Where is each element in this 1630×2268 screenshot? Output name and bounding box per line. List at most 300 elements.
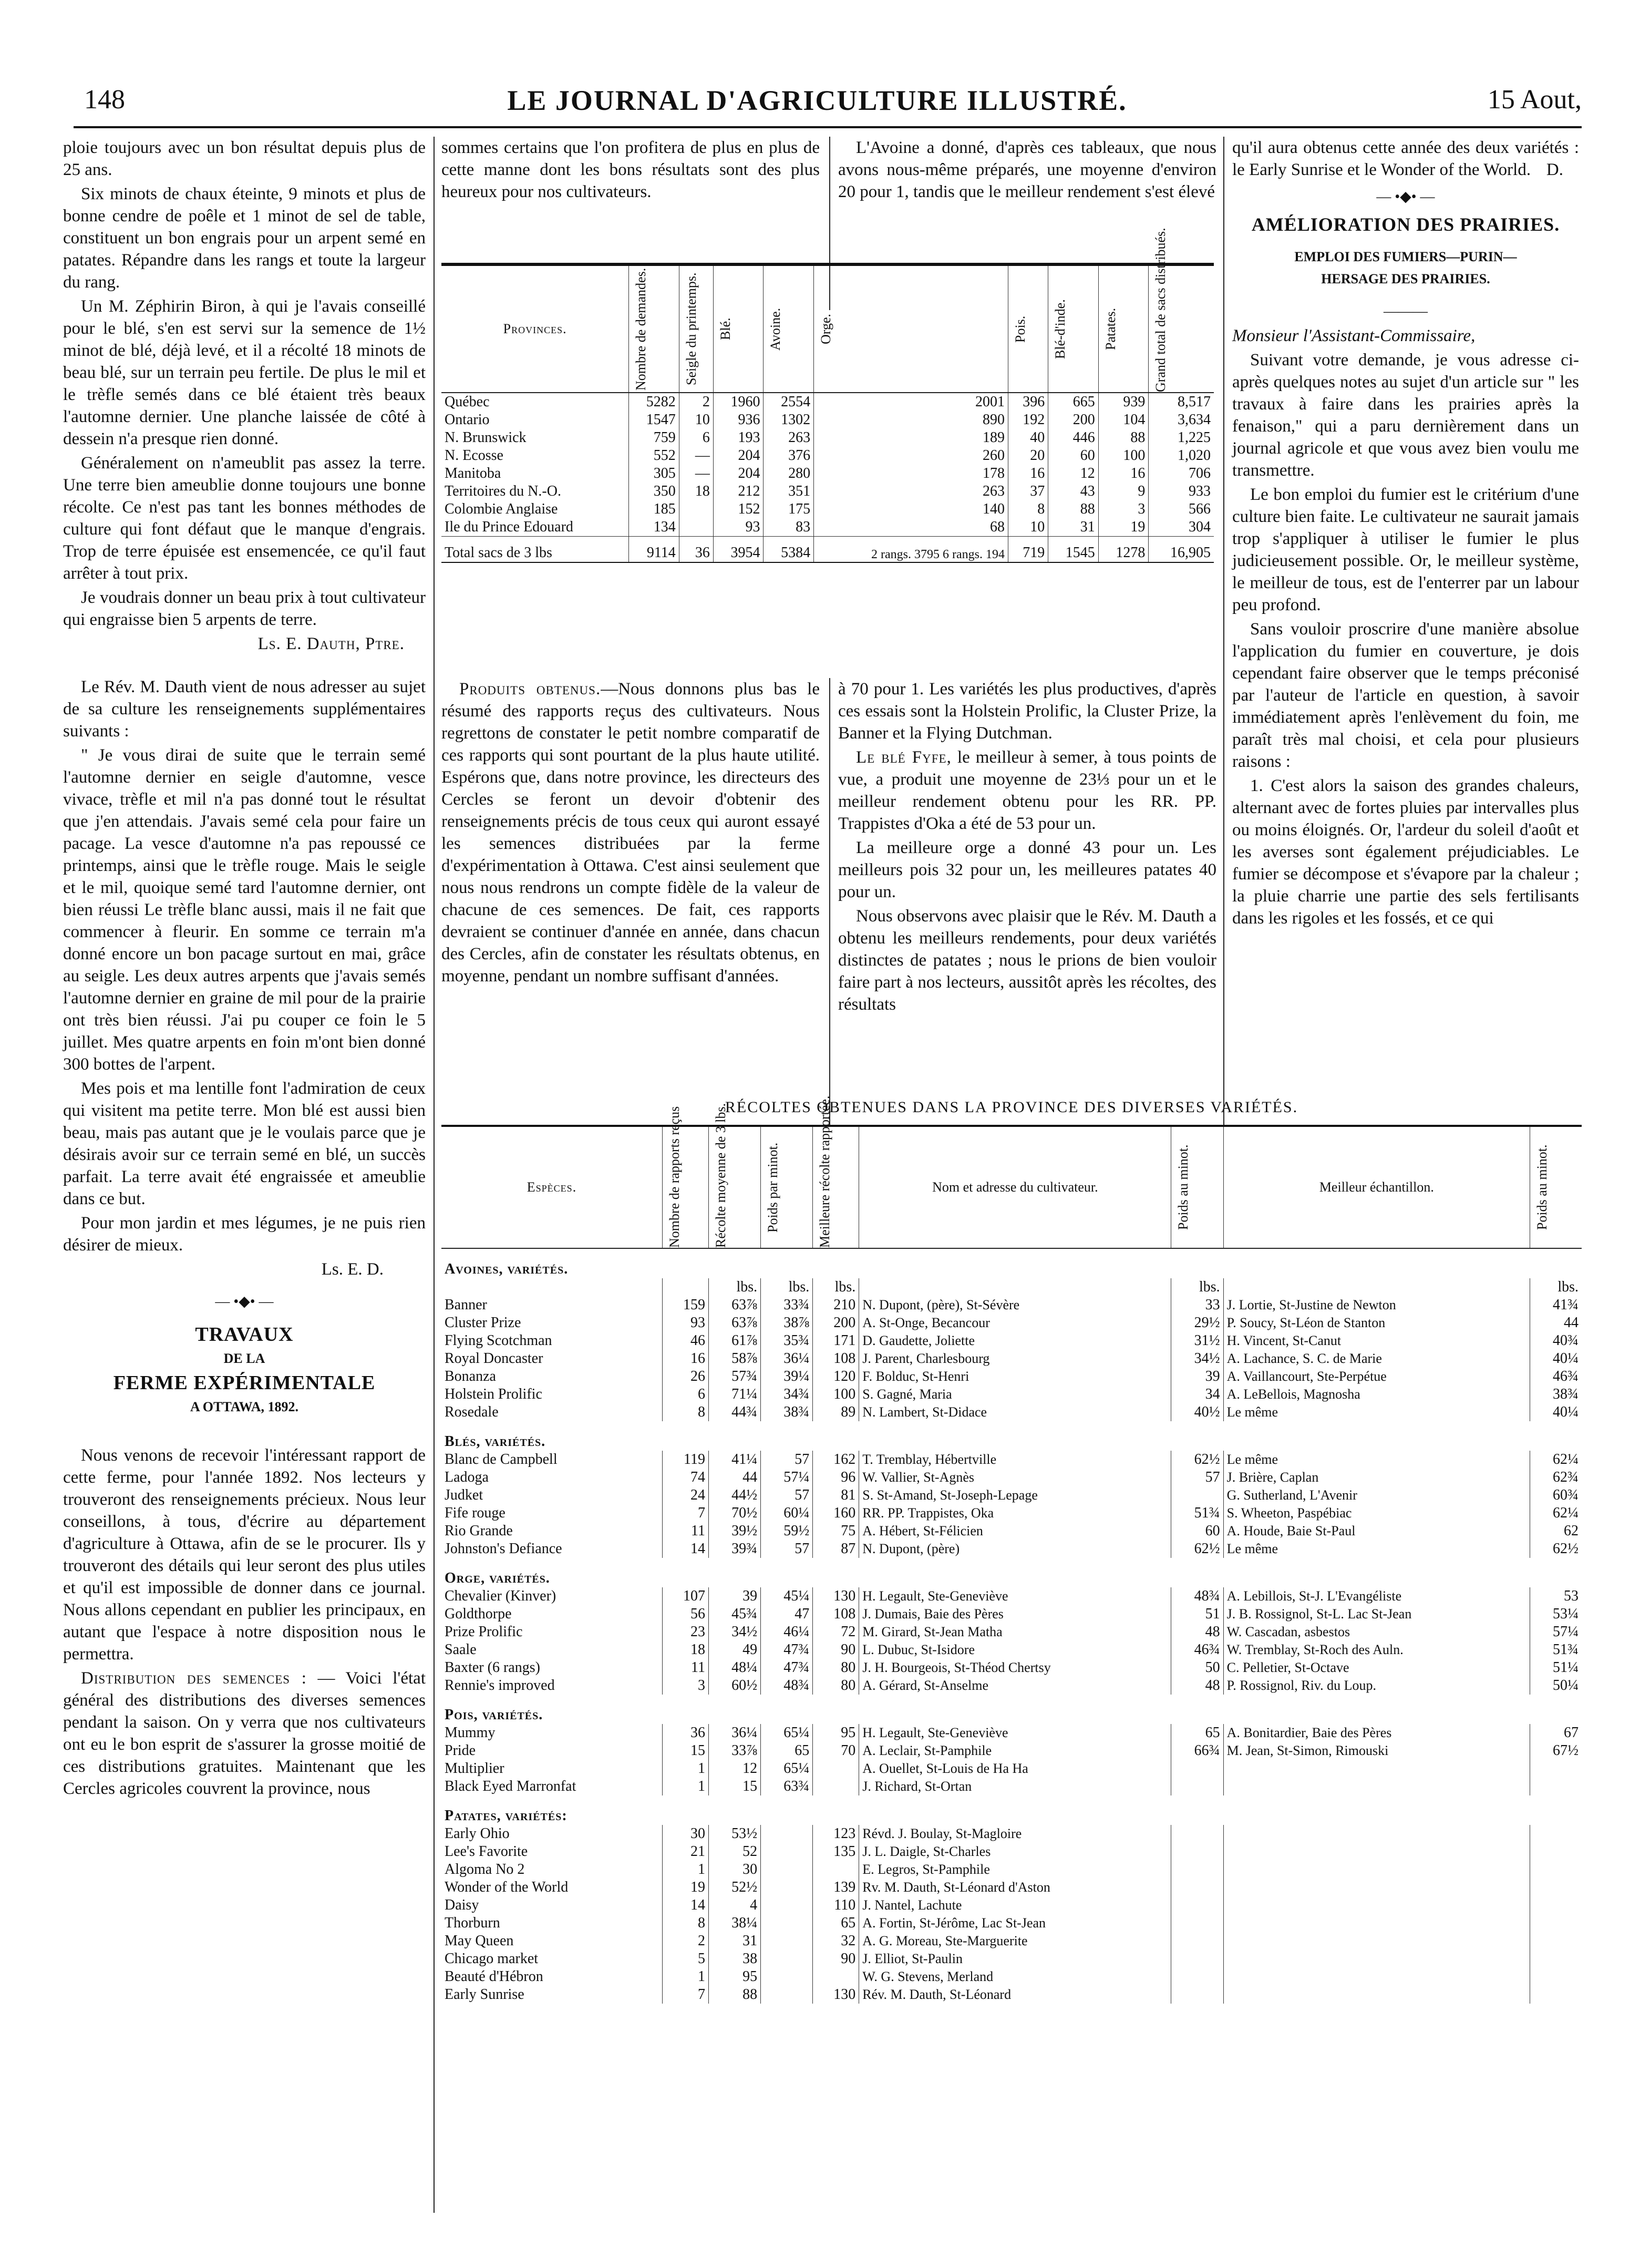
table-cell: 104 <box>1098 411 1149 429</box>
signature: D. <box>1546 160 1563 179</box>
table-cell <box>813 1760 859 1778</box>
table-row <box>441 393 1214 411</box>
table-cell: 1302 <box>764 411 814 429</box>
cultivator-name <box>1223 1986 1530 2004</box>
table-cell: 759 <box>629 429 679 447</box>
variety-name: Daisy <box>445 1897 479 1913</box>
variety-name: Goldthorpe <box>445 1606 512 1622</box>
cultivator-name: A. Bonitardier, Baie des Pères <box>1223 1724 1530 1742</box>
cultivator-name: A. Fortin, St-Jérôme, Lac St-Jean <box>859 1914 1171 1932</box>
cultivator-name: M. Girard, St-Jean Matha <box>859 1623 1171 1641</box>
col3-paragraph: La meilleure orge a donné 43 pour un. Les meilleurs pois 32 pour un, les meilleures patates 40 pour un. <box>838 838 1216 901</box>
table-row <box>441 1350 1582 1368</box>
cultivator-name: N. Dupont, (père), St-Sévère <box>859 1296 1171 1314</box>
table-cell: 21 <box>662 1843 708 1861</box>
table-cell: 40 <box>1008 429 1048 447</box>
cultivator-name: S. Wheeton, Paspébiac <box>1223 1504 1530 1522</box>
table-cell: 65 <box>761 1742 813 1760</box>
table-header: Nombre de rapports reçus <box>662 1127 708 1248</box>
cultivator-name: J. H. Bourgeois, St-Théod Chertsy <box>859 1659 1171 1677</box>
table-cell: 63⅞ <box>708 1296 760 1314</box>
cultivator-name: Le même <box>1223 1451 1530 1469</box>
table-cell: 29½ <box>1171 1314 1223 1332</box>
cultivator-name: N. Lambert, St-Didace <box>859 1403 1171 1421</box>
paragraph-text: qu'il aura obtenus cette année des deux variétés : le Early Sunrise et le Wonder of the World. <box>1232 138 1579 179</box>
table-cell: 36¼ <box>761 1350 813 1368</box>
table-cell: 3 <box>662 1677 708 1695</box>
table-cell: 119 <box>662 1451 708 1469</box>
table-cell: 93 <box>713 518 764 537</box>
table-cell: 280 <box>764 465 814 483</box>
variety-name: Flying Scotchman <box>445 1332 552 1349</box>
table-cell: 41¼ <box>708 1451 760 1469</box>
table-cell: 446 <box>1048 429 1099 447</box>
cultivator-name: A. LeBellois, Magnosha <box>1223 1386 1530 1403</box>
cultivator-name: S. St-Amand, St-Joseph-Lepage <box>859 1486 1171 1504</box>
table-cell <box>813 1778 859 1795</box>
column-rule <box>1223 137 1224 1125</box>
cultivator-name: Le même <box>1223 1403 1530 1421</box>
table-cell: 107 <box>662 1587 708 1605</box>
table-header: Seigle du printemps. <box>679 266 713 393</box>
table-cell: 44¾ <box>708 1403 760 1421</box>
table-cell: 90 <box>813 1950 859 1968</box>
table-cell <box>1530 1861 1582 1879</box>
table-cell: 2 rangs. 3795 6 rangs. 194 <box>814 537 1008 562</box>
table-header: Meilleure récolte rapportée. <box>813 1127 859 1248</box>
col1-paragraph: Mes pois et ma lentille font l'admiration de ceux qui visitent ma petite terre. Mon blé est aussi bien beau, mais pas autant que je le voulais parce que je désirais avoir sur ce terrain semé en blé, un succès parfait. La terre avait été engraissée et ameublie dans ce but. <box>63 1079 426 1208</box>
col1-paragraph <box>63 1667 426 1800</box>
distribution-grid <box>441 228 1214 562</box>
unit-label: lbs. <box>1171 1278 1223 1296</box>
cultivator-name: J. Elliot, St-Paulin <box>859 1950 1171 1968</box>
table-cell: 57 <box>761 1451 813 1469</box>
table-cell <box>1530 1778 1582 1795</box>
column-3-mid <box>838 678 1216 1018</box>
cultivator-name: T. Tremblay, Hébertville <box>859 1451 1171 1469</box>
cultivator-name: W. Tremblay, St-Roch des Auln. <box>1223 1641 1530 1659</box>
table-row <box>441 1540 1582 1558</box>
cultivator-name: J. Parent, Charlesbourg <box>859 1350 1171 1368</box>
table-cell: 47 <box>761 1605 813 1623</box>
page-number: 148 <box>84 85 125 115</box>
table-cell: 178 <box>814 465 1008 483</box>
unit-label <box>1223 1278 1530 1296</box>
table-cell: 48 <box>1171 1623 1223 1641</box>
table-cell: — <box>679 465 713 483</box>
table-cell: 1960 <box>713 393 764 411</box>
table-cell: 19 <box>1098 518 1149 537</box>
cultivator-name: A. Ouellet, St-Louis de Ha Ha <box>859 1760 1171 1778</box>
table-cell: 46¼ <box>761 1623 813 1641</box>
col1-paragraph: Pour mon jardin et mes légumes, je ne puis rien désirer de mieux. <box>63 1214 426 1255</box>
table-cell: 200 <box>813 1314 859 1332</box>
variety-name: Johnston's Defiance <box>445 1541 562 1557</box>
table-cell: 31½ <box>1171 1332 1223 1350</box>
table-cell: 16 <box>1008 465 1048 483</box>
cultivator-name: J. L. Daigle, St-Charles <box>859 1843 1171 1861</box>
table-header: Blé-d'inde. <box>1048 266 1099 393</box>
col3-paragraph: à 70 pour 1. Les variétés les plus productives, d'après ces essais sont la Holstein Prolific, la Cluster Prize, la Banner et la Flying Dutchman. <box>838 680 1216 743</box>
table-cell <box>1171 1825 1223 1843</box>
table-cell <box>761 1843 813 1861</box>
cultivator-name: Rv. M. Dauth, St-Léonard d'Aston <box>859 1879 1171 1896</box>
table-cell: 11 <box>662 1522 708 1540</box>
table-row <box>441 483 1214 500</box>
variety-name: Lee's Favorite <box>445 1843 528 1860</box>
table-cell <box>761 1968 813 1986</box>
table-cell <box>761 1861 813 1879</box>
group-title: Patates, variétés: <box>445 1808 568 1824</box>
table-cell: 50¼ <box>1530 1677 1582 1695</box>
table-cell: 88 <box>708 1986 760 2004</box>
table-header: Meilleur échantillon. <box>1223 1127 1530 1248</box>
variety-name: May Queen <box>445 1933 514 1949</box>
paragraph-text: —Nous donnons plus bas le résumé des rapports reçus des cultivateurs. Nous regrettons de constater le petit nombre comparatif de ces rapports qui sont pourtant de la plus haute utilité. Espérons que, dans notre province, les directeurs des Cercles se feront un devoir d'obtenir des renseignements précis de tous ceux qui auront essayé les semences distribuées par la ferme d'expérimentation à Ottawa. C'est ainsi seulement que nous nous rendrons un compte fidèle de la valeur de chacune de ces semences. De fait, ces rapports devraient se continuer d'année en année, dans chacun des Cercles, afin de constater les résultats obtenus, en moyenne, pendant un nombre suffisant d'années. <box>441 680 820 986</box>
cultivator-name: J. Brière, Caplan <box>1223 1469 1530 1486</box>
variety-name: Ladoga <box>445 1469 489 1485</box>
col3-paragraph <box>838 746 1216 835</box>
table-cell <box>761 1986 813 2004</box>
table-cell: 31 <box>1048 518 1099 537</box>
column-2-top <box>441 137 820 205</box>
table-row <box>441 1623 1582 1641</box>
table-cell <box>761 1914 813 1932</box>
col3-paragraph: Nous observons avec plaisir que le Rév. M. Dauth a obtenu les meilleurs rendements, pour deux variétés distinctes de patates ; nous le prions de bien vouloir faire part à nos lecteurs, aussitôt après les récoltes, des résultats <box>838 907 1216 1014</box>
cultivator-name <box>1223 1861 1530 1879</box>
table-row <box>441 500 1214 518</box>
table-cell: 62½ <box>1530 1540 1582 1558</box>
variety-name: Prize Prolific <box>445 1624 523 1640</box>
unit-label <box>859 1278 1171 1296</box>
table-cell: 46¾ <box>1171 1641 1223 1659</box>
table-cell: 9114 <box>629 537 679 562</box>
table-cell: 939 <box>1098 393 1149 411</box>
cultivator-name: H. Vincent, St-Canut <box>1223 1332 1530 1350</box>
cultivator-name <box>1223 1896 1530 1914</box>
table-cell: 74 <box>662 1469 708 1486</box>
table-cell: 7 <box>662 1504 708 1522</box>
table-header: Blé. <box>713 266 764 393</box>
col2-paragraph <box>441 678 820 987</box>
cultivator-name: Révd. J. Boulay, St-Magloire <box>859 1825 1171 1843</box>
section-subheading: EMPLOI DES FUMIERS—PURIN—HERSAGE DES PRAIRIES. <box>1294 249 1517 286</box>
cultivator-name: N. Dupont, (père) <box>859 1540 1171 1558</box>
salutation: Monsieur l'Assistant-Commissaire, <box>1232 326 1476 345</box>
table-cell: 566 <box>1149 500 1214 518</box>
table-cell: 665 <box>1048 393 1099 411</box>
table-cell: 80 <box>813 1659 859 1677</box>
table-cell <box>1530 1825 1582 1843</box>
table-cell <box>761 1950 813 1968</box>
table-cell: 67½ <box>1530 1742 1582 1760</box>
table-cell: 89 <box>813 1403 859 1421</box>
cultivator-name: S. Gagné, Maria <box>859 1386 1171 1403</box>
column-1 <box>63 137 426 2213</box>
cultivator-name: W. G. Stevens, Merland <box>859 1968 1171 1986</box>
table-cell: 10 <box>679 411 713 429</box>
table-row <box>441 1368 1582 1386</box>
table-cell: 15 <box>662 1742 708 1760</box>
table-cell: 60¾ <box>1530 1486 1582 1504</box>
table-cell: 5282 <box>629 393 679 411</box>
table-cell: 130 <box>813 1587 859 1605</box>
section-subheading: DE LA <box>223 1351 265 1366</box>
group-title: Blés, variétés. <box>445 1433 546 1450</box>
table-cell <box>1530 1950 1582 1968</box>
table-cell: 57¼ <box>761 1469 813 1486</box>
table-cell: 135 <box>813 1843 859 1861</box>
table-row <box>441 1641 1582 1659</box>
row-label: Ontario <box>445 412 490 428</box>
row-label: N. Ecosse <box>445 447 503 464</box>
harvest-table-caption: RÉCOLTES OBTENUES DANS LA PROVINCE DES DIVERSES VARIÉTÉS. <box>725 1099 1298 1116</box>
table-cell: 48¾ <box>761 1677 813 1695</box>
table-cell <box>1530 1968 1582 1986</box>
table-cell: 212 <box>713 483 764 500</box>
table-cell: 39½ <box>708 1522 760 1540</box>
table-row <box>441 1932 1582 1950</box>
table-cell: 32 <box>813 1932 859 1950</box>
table-cell: 193 <box>713 429 764 447</box>
table-cell: 40¼ <box>1530 1403 1582 1421</box>
table-row <box>441 1659 1582 1677</box>
table-cell: 152 <box>713 500 764 518</box>
table-cell: 40¼ <box>1530 1350 1582 1368</box>
table-cell: 139 <box>813 1879 859 1896</box>
table-cell: 175 <box>764 500 814 518</box>
table-row <box>441 1504 1582 1522</box>
table-cell: 75 <box>813 1522 859 1540</box>
table-cell: 171 <box>813 1332 859 1350</box>
table-cell: 62½ <box>1171 1540 1223 1558</box>
table-cell: 8 <box>662 1914 708 1932</box>
table-cell: 80 <box>813 1677 859 1695</box>
table-cell: 47¾ <box>761 1659 813 1677</box>
table-cell: 890 <box>814 411 1008 429</box>
distribution-table <box>441 228 1214 563</box>
variety-name: Banner <box>445 1297 487 1313</box>
table-cell: 204 <box>713 465 764 483</box>
header-rule <box>74 126 1582 128</box>
total-row <box>441 537 1214 562</box>
cultivator-name: A. G. Moreau, Ste-Marguerite <box>859 1932 1171 1950</box>
table-cell: 5 <box>662 1950 708 1968</box>
table-cell: 66¾ <box>1171 1742 1223 1760</box>
table-cell: 51 <box>1171 1605 1223 1623</box>
col1-paragraph: Six minots de chaux éteinte, 9 minots et plus de bonne cendre de poêle et 1 minot de sel de table, constituent un bon engrais pour un arpent semé en patates. Répandre dans les rangs et toute la largeur du rang. <box>63 184 426 292</box>
table-cell: 34 <box>1171 1386 1223 1403</box>
table-cell: 93 <box>662 1314 708 1332</box>
table-cell: 120 <box>813 1368 859 1386</box>
cultivator-name <box>1223 1932 1530 1950</box>
table-cell: 57¾ <box>708 1368 760 1386</box>
paragraph-text: — Voici l'état général des distributions des diverses semences pendant la saison. On y verra que nos cultivateurs ont eu le bon esprit de s'assurer la grosse moitié de ces distributions gratuites. Maintenant que les Cercles agricoles couvrent la province, nous <box>63 1669 426 1798</box>
group-title: Pois, variétés. <box>445 1707 543 1723</box>
table-cell: 34¾ <box>761 1386 813 1403</box>
table-cell: 8 <box>662 1403 708 1421</box>
table-cell: 14 <box>662 1540 708 1558</box>
table-row <box>441 1760 1582 1778</box>
table-cell <box>1171 1486 1223 1504</box>
cultivator-name: W. Cascadan, asbestos <box>1223 1623 1530 1641</box>
table-cell: 56 <box>662 1605 708 1623</box>
ornament-divider: — •◆• — <box>215 1294 274 1310</box>
table-cell: 9 <box>1098 483 1149 500</box>
table-cell: 11 <box>662 1659 708 1677</box>
table-cell: 15 <box>708 1778 760 1795</box>
cultivator-name: J. Nantel, Lachute <box>859 1896 1171 1914</box>
unit-label: lbs. <box>813 1278 859 1296</box>
table-cell: 46 <box>662 1332 708 1350</box>
table-cell: 51¾ <box>1171 1504 1223 1522</box>
table-row <box>441 518 1214 537</box>
table-cell: 65¼ <box>761 1760 813 1778</box>
variety-name: Rosedale <box>445 1404 499 1420</box>
table-row <box>441 1914 1582 1932</box>
variety-name: Wonder of the World <box>445 1879 569 1895</box>
col2-paragraph: sommes certains que l'on profitera de plus en plus de cette manne dont les bons résultats sont des plus heureux pour nos cultivateurs. <box>441 138 820 201</box>
table-row <box>441 1587 1582 1605</box>
table-cell: 110 <box>813 1896 859 1914</box>
lead-in: Produits obtenus. <box>459 680 601 699</box>
table-row <box>441 1296 1582 1314</box>
table-header: Pois. <box>1008 266 1048 393</box>
table-cell: 130 <box>813 1986 859 2004</box>
cultivator-name: P. Soucy, St-Léon de Stanton <box>1223 1314 1530 1332</box>
col3-paragraph: L'Avoine a donné, d'après ces tableaux, que nous avons nous-même préparés, une moyenne d'environ 20 pour 1, tandis que le meilleur rendement s'est élevé <box>838 138 1216 201</box>
table-cell: 2 <box>679 393 713 411</box>
table-cell: 57¼ <box>1530 1623 1582 1641</box>
table-row <box>441 1332 1582 1350</box>
unit-label: lbs. <box>761 1278 813 1296</box>
table-cell: 67 <box>1530 1724 1582 1742</box>
table-cell: 30 <box>662 1825 708 1843</box>
table-cell: 71¼ <box>708 1386 760 1403</box>
variety-name: Blanc de Campbell <box>445 1451 558 1467</box>
table-cell <box>1171 1760 1223 1778</box>
table-row <box>441 1879 1582 1896</box>
cultivator-name: A. Houde, Baie St-Paul <box>1223 1522 1530 1540</box>
table-cell: 58⅞ <box>708 1350 760 1368</box>
col4-paragraph: Le bon emploi du fumier est le critérium d'une culture bien faite. Le cultivateur ne saurait jamais trop s'appliquer à utiliser le fumier le plus judicieusement possible. Or, le meilleur système, le meilleur de tous, est de l'enterrer par un labour peu profond. <box>1232 485 1579 614</box>
table-cell: 159 <box>662 1296 708 1314</box>
table-cell <box>813 1861 859 1879</box>
variety-name: Judket <box>445 1487 483 1503</box>
table-row <box>441 1968 1582 1986</box>
table-cell: 1278 <box>1098 537 1149 562</box>
table-cell <box>1171 1986 1223 2004</box>
table-cell: 189 <box>814 429 1008 447</box>
table-cell: 81 <box>813 1486 859 1504</box>
variety-name: Baxter (6 rangs) <box>445 1659 540 1676</box>
table-cell: 38⅞ <box>761 1314 813 1332</box>
table-cell: 200 <box>1048 411 1099 429</box>
col1-paragraph: Nous venons de recevoir l'intéressant rapport de cette ferme, pour l'année 1892. Nos lecteurs y trouveront des renseignements précieux. Nous leur conseillons, à tous, d'écrire au département d'agriculture à Ottawa, afin de se le procurer. Ils y trouveront des détails qui leur seront des plus utiles et qu'il est impossible de donner dans ce journal. Nous allons cependant en publier les principaux, en autant que l'espace à notre disposition nous le permettra. <box>63 1446 426 1664</box>
col1-paragraph: Je voudrais donner un beau prix à tout cultivateur qui engraisse bien 5 arpents de terre. <box>63 588 426 629</box>
cultivator-name: A. Lebillois, St-J. L'Evangéliste <box>1223 1587 1530 1605</box>
variety-name: Bonanza <box>445 1368 496 1384</box>
table-cell: 39¼ <box>761 1368 813 1386</box>
newspaper-page <box>53 32 1582 2239</box>
table-header: Espèces. <box>441 1127 662 1248</box>
column-rule <box>829 678 830 1125</box>
variety-name: Royal Doncaster <box>445 1350 543 1367</box>
cultivator-name: H. Legault, Ste-Geneviève <box>859 1587 1171 1605</box>
cultivator-name: A. Vaillancourt, Ste-Perpétue <box>1223 1368 1530 1386</box>
table-cell: 33⅞ <box>708 1742 760 1760</box>
table-cell: 70 <box>813 1742 859 1760</box>
table-cell: 90 <box>813 1641 859 1659</box>
paragraph-text: le meilleur à semer, à tous points de vue, a produit une moyenne de 23⅓ pour un et le meilleur rendement obtenu pour les RR. PP. Trappistes d'Oka a été de 53 pour un. <box>838 748 1216 833</box>
table-cell <box>1530 1932 1582 1950</box>
table-cell: 37 <box>1008 483 1048 500</box>
cultivator-name: A. Lachance, S. C. de Marie <box>1223 1350 1530 1368</box>
page-header <box>53 84 1582 131</box>
table-cell: 263 <box>764 429 814 447</box>
table-cell: 936 <box>713 411 764 429</box>
table-cell: 719 <box>1008 537 1048 562</box>
column-2-mid <box>441 678 820 989</box>
table-cell <box>1171 1843 1223 1861</box>
variety-name: Multiplier <box>445 1760 504 1777</box>
col1-paragraph: ploie toujours avec un bon résultat depuis plus de 25 ans. <box>63 138 426 179</box>
table-cell: 18 <box>662 1641 708 1659</box>
table-row <box>441 1843 1582 1861</box>
table-cell: 933 <box>1149 483 1214 500</box>
cultivator-name: Le même <box>1223 1540 1530 1558</box>
table-cell: 20 <box>1008 447 1048 465</box>
table-cell <box>679 500 713 518</box>
table-cell: 48¾ <box>1171 1587 1223 1605</box>
table-cell: 6 <box>662 1386 708 1403</box>
table-cell: 61⅞ <box>708 1332 760 1350</box>
table-cell <box>1171 1950 1223 1968</box>
table-cell: 62¼ <box>1530 1504 1582 1522</box>
table-cell: 192 <box>1008 411 1048 429</box>
cultivator-name: C. Pelletier, St-Octave <box>1223 1659 1530 1677</box>
variety-name: Rio Grande <box>445 1523 513 1539</box>
table-cell: 162 <box>813 1451 859 1469</box>
table-cell <box>1530 1879 1582 1896</box>
table-cell: 552 <box>629 447 679 465</box>
table-cell: 34½ <box>1171 1350 1223 1368</box>
cultivator-name: J. B. Rossignol, St-L. Lac St-Jean <box>1223 1605 1530 1623</box>
table-row <box>441 411 1214 429</box>
table-cell: 31 <box>708 1932 760 1950</box>
table-cell: 39¾ <box>708 1540 760 1558</box>
table-cell: 16 <box>662 1350 708 1368</box>
units-row <box>441 1278 1582 1296</box>
cultivator-name: H. Legault, Ste-Geneviève <box>859 1724 1171 1742</box>
group-heading-row <box>441 1558 1582 1587</box>
col1-paragraph: Généralement on n'ameublit pas assez la terre. Une terre bien ameublie donne toujours une bonne récolte. Ce n'est pas tant les bonnes méthodes de culture qui font défaut que le manque d'engrais. Trop de terre épuisée est ensemencée, ce qu'il faut arrêter à tout prix. <box>63 454 426 583</box>
table-cell: 45¼ <box>761 1587 813 1605</box>
variety-name: Mummy <box>445 1725 496 1741</box>
table-cell: 40¾ <box>1530 1332 1582 1350</box>
table-cell: 34½ <box>708 1623 760 1641</box>
variety-name: Early Sunrise <box>445 1986 524 2003</box>
variety-name: Thorburn <box>445 1915 500 1931</box>
table-cell: 57 <box>761 1540 813 1558</box>
table-cell: 351 <box>764 483 814 500</box>
table-cell: 1545 <box>1048 537 1099 562</box>
table-cell: 59½ <box>761 1522 813 1540</box>
table-header: Nom et adresse du cultivateur. <box>859 1127 1171 1248</box>
cultivator-name: M. Jean, St-Simon, Rimouski <box>1223 1742 1530 1760</box>
table-row <box>441 1522 1582 1540</box>
group-heading-row <box>441 1248 1582 1278</box>
